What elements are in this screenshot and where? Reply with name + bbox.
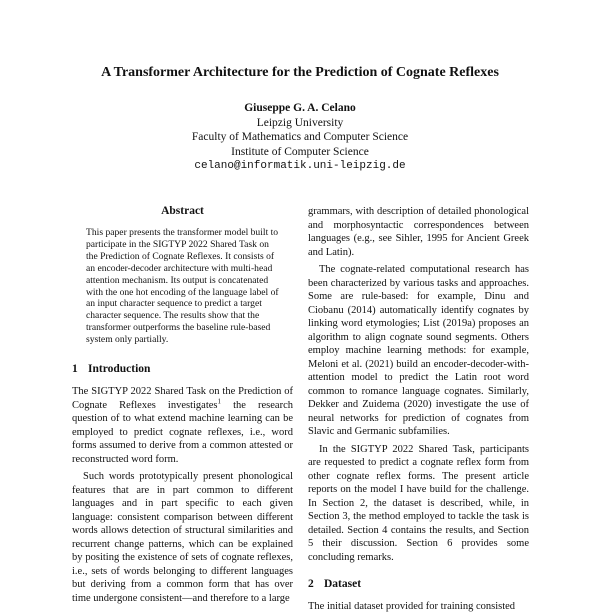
abstract-heading: Abstract (161, 205, 204, 217)
abstract-text: This paper presents the transformer model built to participate in the SIGTYP 2022 Shared Task on the Prediction of Cognate Reflexes. It consists of an encoder-decoder architecture with multi-head attention mechanism. Its output is concatenated with the one hot encoding of the language label of an input character sequence to predict a target character sequence. The results show that the transformer outperforms the baseline rule-based system only partially. (86, 227, 279, 346)
author-block (0, 101, 600, 174)
intro-p1-lead: The SIGTYP 2022 Shared Task on the Prediction of Cognate Reflexes investigates (72, 386, 293, 411)
section-title: Dataset (324, 578, 362, 590)
intro-paragraph-2: Such words prototypically present phonological features that are in part common to different languages and in part specific to each given language: consistent comparison between different words allows detection of structural similarities and recurrent change patterns, which can be explained by positing the existence of sets of cognate reflexes, i.e., sets of words belonging to different languages but deriving from a common form that has over time undergone consistent—and therefore to a large (72, 471, 293, 604)
right-paragraph-1: grammars, with description of detailed phonological and morphosyntactic correspondences between languages (e.g., see Sihler, 1995 for Ancient Greek and Latin). (308, 206, 529, 258)
author-email[interactable]: celano@informatik.uni-leipzig.de (194, 160, 406, 172)
intro-p1-rest: the research question of to what extend machine learning can be employed to predict cognate reflexes, i.e., word forms assumed to derive from a common attested or reconstructed word form. (72, 399, 293, 465)
affiliation-line-university: Leipzig University (256, 116, 344, 129)
section-number: 2 (308, 578, 314, 590)
section-title: Introduction (88, 363, 151, 376)
author-name: Giuseppe G. A. Celano (244, 102, 356, 114)
affiliation-line-institute: Institute of Computer Science (231, 145, 369, 158)
right-paragraph-2: The cognate-related computational research has been characterized by various tasks and approaches. Some are rule-based: for example, Dinu and Ciobanu (2014) automatically identify cognates by linking word etymologies; List (2019a) proposes an algorithm to align cognate sound segments. Others employ machine learning methods: for example, Meloni et al. (2021) build an encoder-decoder-with-attention model to predict the Latin root word common to romance language cognates. Similarly, Dekker and Zuidema (2020) investigate the use of neural networks for prediction of cognates from Slavic and Germanic subfamilies. (308, 264, 529, 437)
section-number: 1 (72, 363, 78, 376)
dataset-paragraph-1: The initial dataset provided for training consisted (308, 601, 516, 612)
section-heading-dataset (308, 577, 529, 591)
section-heading-introduction (72, 362, 293, 376)
left-column (72, 204, 293, 605)
footnote-marker[interactable]: 1 (217, 397, 221, 406)
affiliation-line-faculty: Faculty of Mathematics and Computer Science (191, 131, 409, 143)
right-paragraph-3: In the SIGTYP 2022 Shared Task, participants are requested to predict a cognate reflex form from other cognate reflex forms. The present article reports on the model I have build for the challenge. In Section 2, the dataset is described, while, in Section 3, the method employed to tackle the task is detailed. Section 4 contains the results, and Section 5 their discussion. Section 6 provides some concluding remarks. (308, 443, 529, 563)
paper-title: A Transformer Architecture for the Prediction of Cognate Reflexes (101, 65, 499, 80)
intro-paragraph-1 (72, 385, 293, 466)
right-column (308, 205, 529, 614)
